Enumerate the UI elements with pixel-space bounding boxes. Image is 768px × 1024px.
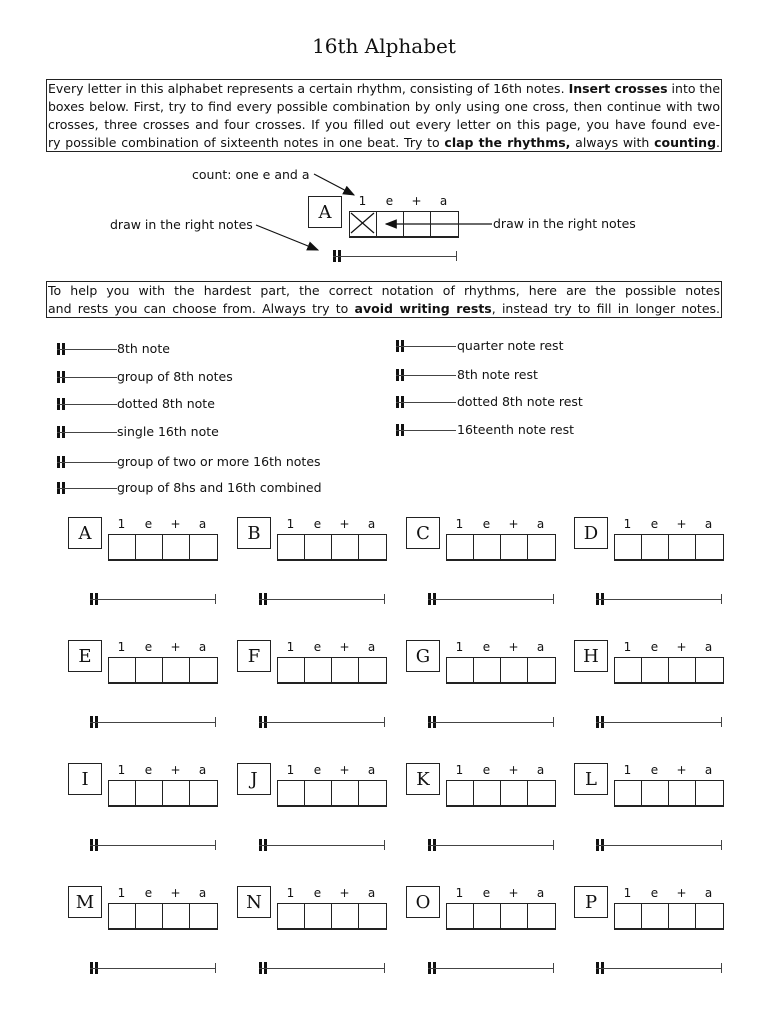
rhythm-cell[interactable] xyxy=(332,781,359,805)
count-label: + xyxy=(508,640,519,654)
count-label: + xyxy=(170,640,181,654)
count-label: + xyxy=(170,886,181,900)
count-row xyxy=(446,763,554,777)
rhythm-cell[interactable] xyxy=(669,781,696,805)
rhythm-cell[interactable] xyxy=(669,904,696,928)
count-label: e xyxy=(313,763,322,777)
rhythm-cell[interactable] xyxy=(136,904,163,928)
legend-label: group of two or more 16th notes xyxy=(117,454,321,469)
count-label: + xyxy=(170,517,181,531)
count-and: + xyxy=(411,194,422,208)
rhythm-cell[interactable] xyxy=(447,781,474,805)
arrow-count xyxy=(314,174,354,195)
count-label: e xyxy=(313,886,322,900)
rhythm-cell[interactable] xyxy=(615,904,642,928)
count-label: 1 xyxy=(623,763,632,777)
count-label: 1 xyxy=(286,886,295,900)
count-label: + xyxy=(676,640,687,654)
legend-label: dotted 8th note rest xyxy=(457,394,583,409)
help-line-1: To help you with the hardest part, the correct notation of rhythms, here are the possible notes xyxy=(48,283,720,298)
rhythm-staff[interactable] xyxy=(90,961,216,975)
rhythm-cells xyxy=(614,534,724,561)
count-label: 1 xyxy=(455,517,464,531)
rhythm-cell[interactable] xyxy=(528,904,555,928)
rhythm-cell[interactable] xyxy=(474,658,501,682)
count-label: a xyxy=(704,640,713,654)
rhythm-cell[interactable] xyxy=(109,904,136,928)
rhythm-cells xyxy=(108,780,218,807)
example-cell[interactable] xyxy=(431,212,458,236)
rhythm-cells xyxy=(277,657,387,684)
count-label: a xyxy=(367,763,376,777)
rhythm-staff[interactable] xyxy=(259,715,385,729)
rhythm-cell[interactable] xyxy=(278,781,305,805)
example-letter-box: A xyxy=(308,196,342,228)
rhythm-cells xyxy=(446,903,556,930)
count-label: 1 xyxy=(623,640,632,654)
rhythm-staff[interactable] xyxy=(596,715,722,729)
count-row xyxy=(108,763,216,777)
rhythm-staff[interactable] xyxy=(90,838,216,852)
rhythm-staff[interactable] xyxy=(596,961,722,975)
example-count xyxy=(349,194,457,208)
letter-box: M xyxy=(68,886,102,918)
legend-staff xyxy=(396,395,456,409)
intro-line-2: boxes below. First, try to find every possible combination by only using one cross, then continue with two xyxy=(48,99,720,114)
rhythm-cell[interactable] xyxy=(696,904,723,928)
legend-staff xyxy=(57,481,117,495)
rhythm-cell[interactable] xyxy=(359,535,386,559)
count-label: + xyxy=(508,517,519,531)
rhythm-cell[interactable] xyxy=(669,658,696,682)
legend-staff xyxy=(57,425,117,439)
count-row xyxy=(614,517,722,531)
legend-staff xyxy=(57,342,117,356)
count-label: a xyxy=(536,517,545,531)
count-label: + xyxy=(339,640,350,654)
rhythm-cell[interactable] xyxy=(501,904,528,928)
letter-box: L xyxy=(574,763,608,795)
count-label: a xyxy=(536,640,545,654)
count-label: + xyxy=(339,886,350,900)
count-label: a xyxy=(198,763,207,777)
rhythm-cell[interactable] xyxy=(501,781,528,805)
count-label: 1 xyxy=(623,886,632,900)
count-label: + xyxy=(339,763,350,777)
rhythm-staff[interactable] xyxy=(259,961,385,975)
rhythm-cells xyxy=(277,903,387,930)
count-label: + xyxy=(508,763,519,777)
legend-staff xyxy=(57,370,117,384)
count-label: + xyxy=(339,517,350,531)
example-cells xyxy=(349,211,459,238)
rhythm-cell[interactable] xyxy=(190,535,217,559)
count-label: e xyxy=(650,517,659,531)
rhythm-cell[interactable] xyxy=(305,781,332,805)
count-label: e xyxy=(482,517,491,531)
rhythm-cell[interactable] xyxy=(109,658,136,682)
draw-notes-label-right: draw in the right notes xyxy=(493,216,636,231)
count-row xyxy=(108,886,216,900)
rhythm-cell[interactable] xyxy=(528,781,555,805)
letter-box: O xyxy=(406,886,440,918)
rhythm-cells xyxy=(614,780,724,807)
rhythm-cell[interactable] xyxy=(136,781,163,805)
rhythm-cell[interactable] xyxy=(642,658,669,682)
letter-box: P xyxy=(574,886,608,918)
letter-box: H xyxy=(574,640,608,672)
count-row xyxy=(446,886,554,900)
intro-line-4: ry possible combination of sixteenth notes in one beat. Try to clap the rhythms, always with counting. xyxy=(48,135,720,150)
rhythm-cell[interactable] xyxy=(305,535,332,559)
count-label: 1 xyxy=(117,640,126,654)
rhythm-cells xyxy=(614,657,724,684)
rhythm-cell[interactable] xyxy=(359,658,386,682)
count-row xyxy=(277,517,385,531)
count-label: + xyxy=(170,763,181,777)
legend-staff xyxy=(396,423,456,437)
count-label: a xyxy=(367,640,376,654)
count-label: a xyxy=(198,517,207,531)
rhythm-cell[interactable] xyxy=(359,904,386,928)
count-label: a xyxy=(704,886,713,900)
rhythm-cell[interactable] xyxy=(501,535,528,559)
count-1: 1 xyxy=(358,194,367,208)
rhythm-cell[interactable] xyxy=(474,535,501,559)
rhythm-cell[interactable] xyxy=(642,781,669,805)
count-label: a xyxy=(198,640,207,654)
count-label: e xyxy=(650,763,659,777)
count-label: e xyxy=(144,517,153,531)
rhythm-cell[interactable] xyxy=(163,658,190,682)
help-paragraph xyxy=(46,281,722,318)
rhythm-staff[interactable] xyxy=(259,592,385,606)
rhythm-cell[interactable] xyxy=(528,658,555,682)
example-arrows xyxy=(0,0,768,280)
count-label: 1 xyxy=(286,640,295,654)
rhythm-cells xyxy=(108,903,218,930)
rhythm-staff[interactable] xyxy=(90,715,216,729)
rhythm-cell[interactable] xyxy=(163,781,190,805)
letter-box: N xyxy=(237,886,271,918)
letter-box: D xyxy=(574,517,608,549)
rhythm-cell[interactable] xyxy=(528,535,555,559)
letter-box: C xyxy=(406,517,440,549)
count-label: + xyxy=(676,517,687,531)
rhythm-cells xyxy=(277,780,387,807)
rhythm-cell[interactable] xyxy=(696,781,723,805)
arrow-staff xyxy=(256,225,318,250)
rhythm-cell[interactable] xyxy=(163,535,190,559)
count-row xyxy=(277,763,385,777)
rhythm-cell[interactable] xyxy=(642,904,669,928)
count-label: + xyxy=(508,886,519,900)
rhythm-staff[interactable] xyxy=(90,592,216,606)
legend-staff xyxy=(396,368,456,382)
rhythm-cell[interactable] xyxy=(332,904,359,928)
rhythm-cells xyxy=(277,534,387,561)
count-label: + xyxy=(676,886,687,900)
count-row xyxy=(614,886,722,900)
count-label: e xyxy=(482,640,491,654)
rhythm-cell[interactable] xyxy=(615,781,642,805)
rhythm-cell[interactable] xyxy=(332,658,359,682)
rhythm-cell[interactable] xyxy=(642,535,669,559)
legend-label: 8th note rest xyxy=(457,367,538,382)
letter-box: J xyxy=(237,763,271,795)
rhythm-cell[interactable] xyxy=(136,658,163,682)
count-label: e xyxy=(313,517,322,531)
cross-icon xyxy=(350,212,375,234)
rhythm-cells xyxy=(446,657,556,684)
count-label: 1 xyxy=(455,763,464,777)
rhythm-cell[interactable] xyxy=(109,535,136,559)
count-row xyxy=(277,640,385,654)
rhythm-cell[interactable] xyxy=(163,904,190,928)
example-cell[interactable] xyxy=(377,212,404,236)
rhythm-cell[interactable] xyxy=(305,658,332,682)
legend-label: 16teenth note rest xyxy=(457,422,575,437)
count-label: e xyxy=(650,886,659,900)
count-label: e xyxy=(482,886,491,900)
rhythm-cell[interactable] xyxy=(305,904,332,928)
rhythm-staff[interactable] xyxy=(428,592,554,606)
letter-box: E xyxy=(68,640,102,672)
rhythm-staff[interactable] xyxy=(596,838,722,852)
rhythm-cell[interactable] xyxy=(359,781,386,805)
rhythm-cell[interactable] xyxy=(474,904,501,928)
legend-label: single 16th note xyxy=(117,424,219,439)
rhythm-cell[interactable] xyxy=(501,658,528,682)
letter-box: K xyxy=(406,763,440,795)
count-label: 1 xyxy=(623,517,632,531)
count-label: 1 xyxy=(455,640,464,654)
rhythm-cell[interactable] xyxy=(278,535,305,559)
count-label: e xyxy=(144,886,153,900)
rhythm-cell[interactable] xyxy=(109,781,136,805)
legend-label: group of 8hs and 16th combined xyxy=(117,480,322,495)
count-label: 1 xyxy=(286,763,295,777)
count-label: 1 xyxy=(286,517,295,531)
count-label: a xyxy=(367,886,376,900)
draw-notes-label-left: draw in the right notes xyxy=(110,217,253,232)
count-label: a xyxy=(536,886,545,900)
count-label: a xyxy=(536,763,545,777)
rhythm-cell[interactable] xyxy=(615,535,642,559)
count-label: 1 xyxy=(117,886,126,900)
legend-label: 8th note xyxy=(117,341,170,356)
page-title: 16th Alphabet xyxy=(312,34,456,58)
count-label: 1 xyxy=(117,763,126,777)
example-cell[interactable] xyxy=(404,212,431,236)
rhythm-cells xyxy=(614,903,724,930)
letter-box: B xyxy=(237,517,271,549)
count-label: a xyxy=(198,886,207,900)
rhythm-cell[interactable] xyxy=(447,904,474,928)
rhythm-staff[interactable] xyxy=(259,838,385,852)
count-label: 1 xyxy=(455,886,464,900)
rhythm-cell[interactable] xyxy=(696,535,723,559)
rhythm-cell[interactable] xyxy=(332,535,359,559)
intro-line-3: crosses, three crosses and four crosses. If you filled out every letter on this page, you have found eve- xyxy=(48,117,720,132)
count-label: + xyxy=(676,763,687,777)
legend-staff xyxy=(396,339,456,353)
count-label: e xyxy=(313,640,322,654)
legend-staff xyxy=(57,455,117,469)
example-cell-crossed[interactable] xyxy=(350,212,377,236)
count-label: a xyxy=(704,763,713,777)
rhythm-staff[interactable] xyxy=(428,715,554,729)
rhythm-cell[interactable] xyxy=(669,535,696,559)
letter-box: F xyxy=(237,640,271,672)
rhythm-cells xyxy=(108,657,218,684)
count-row xyxy=(446,517,554,531)
rhythm-cell[interactable] xyxy=(447,535,474,559)
count-label: 1 xyxy=(117,517,126,531)
count-label: e xyxy=(144,763,153,777)
count-label: e xyxy=(144,640,153,654)
rhythm-cell[interactable] xyxy=(615,658,642,682)
count-row xyxy=(614,763,722,777)
count-label: e xyxy=(650,640,659,654)
rhythm-cell[interactable] xyxy=(278,904,305,928)
rhythm-cell[interactable] xyxy=(278,658,305,682)
intro-line-1: Every letter in this alphabet represents a certain rhythm, consisting of 16th notes. Insert crosses into the xyxy=(48,81,721,96)
rhythm-staff[interactable] xyxy=(428,961,554,975)
rhythm-cell[interactable] xyxy=(190,658,217,682)
legend-staff xyxy=(57,397,117,411)
rhythm-staff[interactable] xyxy=(428,838,554,852)
count-row xyxy=(108,517,216,531)
rhythm-cell[interactable] xyxy=(474,781,501,805)
count-row xyxy=(614,640,722,654)
count-row xyxy=(108,640,216,654)
rhythm-cell[interactable] xyxy=(447,658,474,682)
help-line-2: and rests you can choose from. Always try to avoid writing rests, instead try to fill in longer notes. xyxy=(48,301,720,316)
legend-label: dotted 8th note xyxy=(117,396,215,411)
count-label: e xyxy=(482,763,491,777)
rhythm-cells xyxy=(108,534,218,561)
count-label: a xyxy=(704,517,713,531)
legend-label: quarter note rest xyxy=(457,338,564,353)
letter-box: I xyxy=(68,763,102,795)
example-staff[interactable] xyxy=(333,249,457,263)
rhythm-cell[interactable] xyxy=(696,658,723,682)
rhythm-cell[interactable] xyxy=(136,535,163,559)
count-label: count: one e and a xyxy=(192,167,310,182)
letter-box: A xyxy=(68,517,102,549)
rhythm-cell[interactable] xyxy=(190,904,217,928)
legend-label: group of 8th notes xyxy=(117,369,233,384)
rhythm-cell[interactable] xyxy=(190,781,217,805)
count-row xyxy=(446,640,554,654)
rhythm-cells xyxy=(446,780,556,807)
count-label: a xyxy=(367,517,376,531)
count-row xyxy=(277,886,385,900)
rhythm-staff[interactable] xyxy=(596,592,722,606)
rhythm-cells xyxy=(446,534,556,561)
count-e: e xyxy=(385,194,394,208)
count-a: a xyxy=(439,194,448,208)
letter-box: G xyxy=(406,640,440,672)
